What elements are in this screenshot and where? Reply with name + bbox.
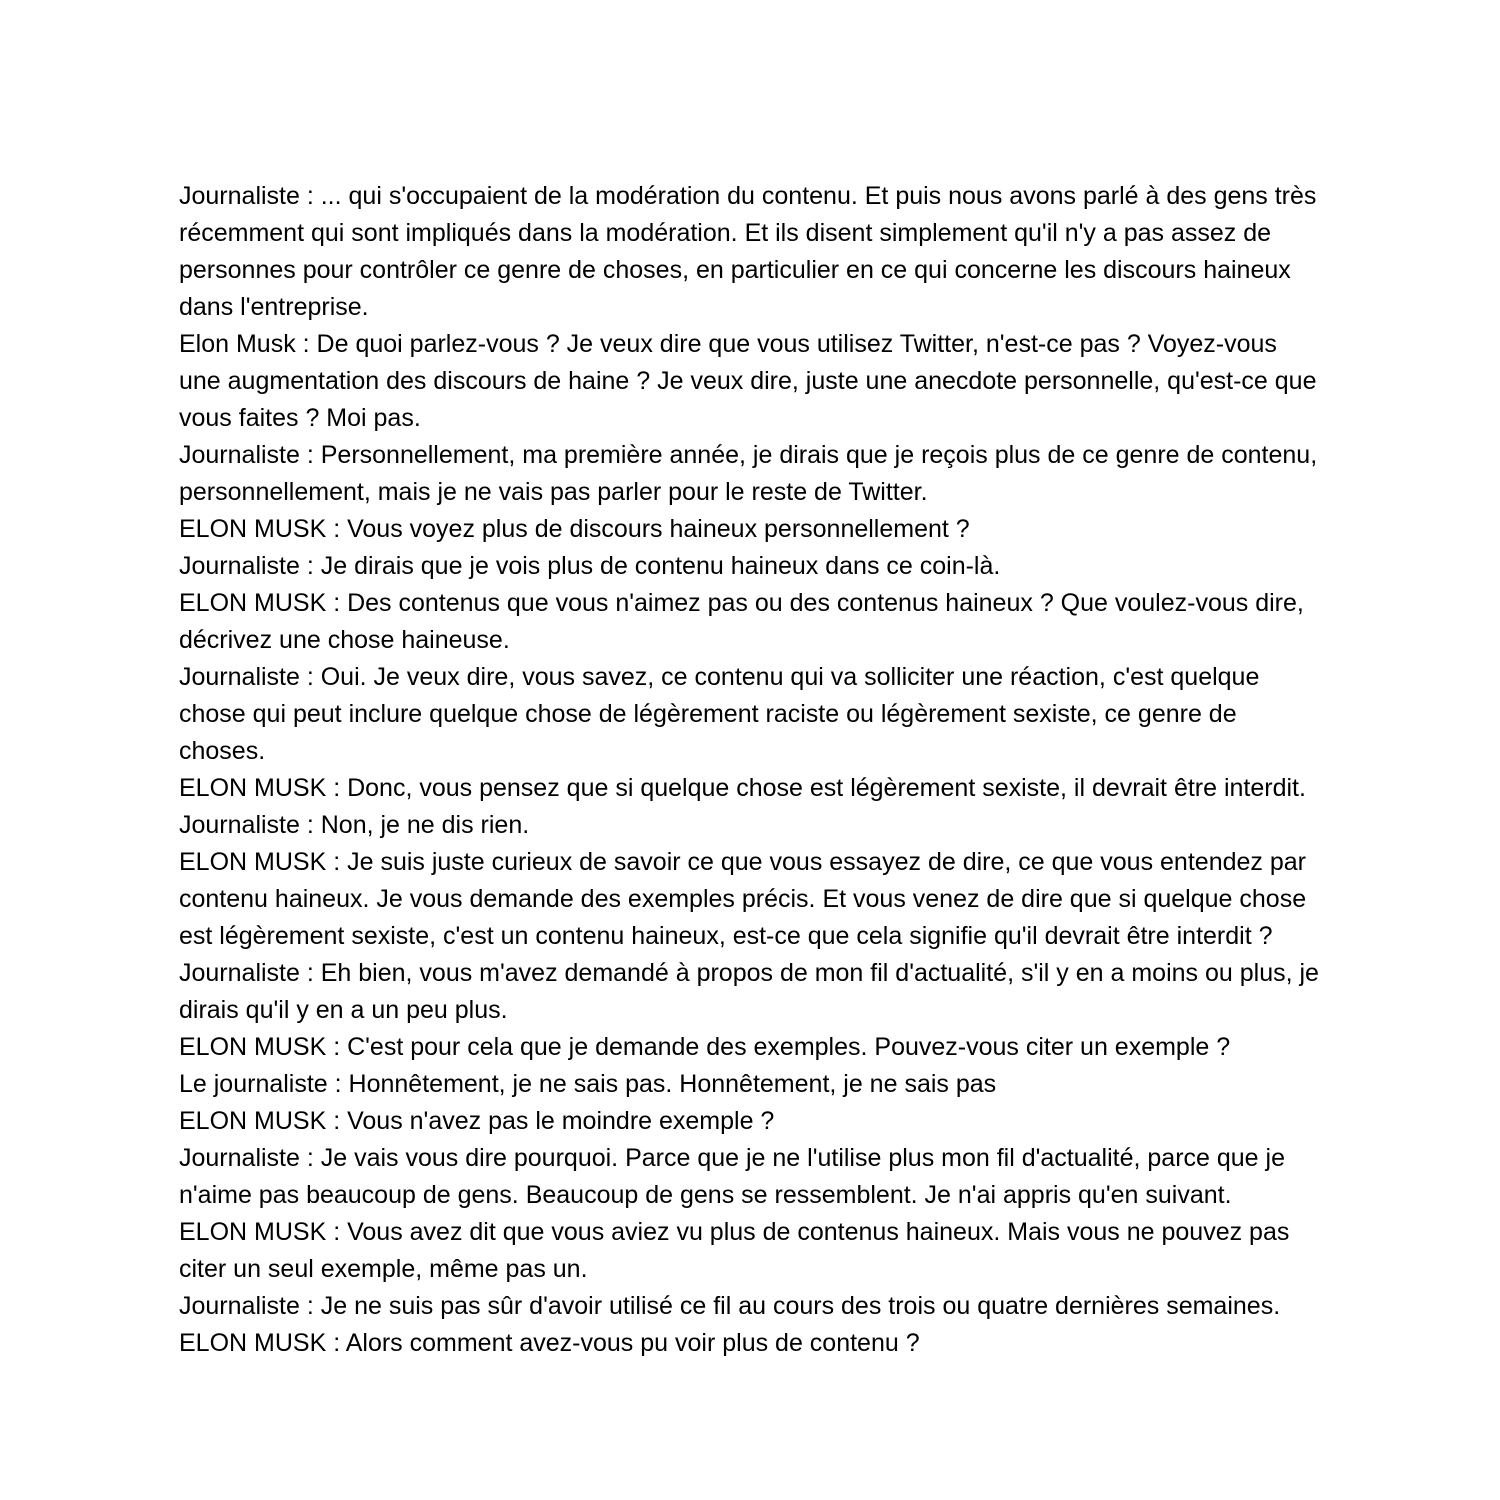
transcript-line: ELON MUSK : Des contenus que vous n'aimez pas ou des contenus haineux ? Que voulez-vous dire, décrivez une chose haineuse. <box>179 589 1304 654</box>
transcript-line: ELON MUSK : Vous voyez plus de discours haineux personnellement ? <box>179 515 970 543</box>
transcript-line: Journaliste : Non, je ne dis rien. <box>179 811 530 839</box>
transcript-line: Journaliste : Eh bien, vous m'avez demandé à propos de mon fil d'actualité, s'il y en a moins ou plus, je dirais qu'il y en a un peu plus. <box>179 959 1319 1024</box>
transcript-line: Elon Musk : De quoi parlez-vous ? Je veux dire que vous utilisez Twitter, n'est-ce pas ? Voyez-vous une augmentation des discours de haine ? Je veux dire, juste une anecdote personnelle, qu'est-ce que vous faites ? Moi pas. <box>179 330 1317 432</box>
transcript-line: Journaliste : ... qui s'occupaient de la modération du contenu. Et puis nous avons parlé à des gens très récemment qui sont impliqués dans la modération. Et ils disent simplement qu'il n'y a pas assez de personnes pour contrôler ce genre de choses, en particulier en ce qui concerne les discours haineux dans l'entreprise. <box>179 182 1317 321</box>
transcript-line: ELON MUSK : Je suis juste curieux de savoir ce que vous essayez de dire, ce que vous entendez par contenu haineux. Je vous demande des exemples précis. Et vous venez de dire que si quelque chose est légèrement sexiste, c'est un contenu haineux, est-ce que cela signifie qu'il devrait être interdit ? <box>179 848 1307 950</box>
transcript-line: Journaliste : Je dirais que je vois plus de contenu haineux dans ce coin-là. <box>179 552 1001 580</box>
transcript-line: ELON MUSK : Vous n'avez pas le moindre exemple ? <box>179 1107 775 1135</box>
transcript-line: Journaliste : Oui. Je veux dire, vous savez, ce contenu qui va solliciter une réaction, c'est quelque chose qui peut inclure quelque chose de légèrement raciste ou légèrement sexiste, ce genre de choses. <box>179 663 1260 765</box>
transcript-line: Le journaliste : Honnêtement, je ne sais pas. Honnêtement, je ne sais pas <box>179 1070 997 1098</box>
transcript-line: Journaliste : Personnellement, ma première année, je dirais que je reçois plus de ce genre de contenu, personnellement, mais je ne vais pas parler pour le reste de Twitter. <box>179 441 1318 506</box>
transcript-line: Journaliste : Je vais vous dire pourquoi. Parce que je ne l'utilise plus mon fil d'actualité, parce que je n'aime pas beaucoup de gens. Beaucoup de gens se ressemblent. Je n'ai appris qu'en suivant. <box>179 1144 1285 1209</box>
transcript-line: Journaliste : Je ne suis pas sûr d'avoir utilisé ce fil au cours des trois ou quatre dernières semaines. <box>179 1292 1281 1320</box>
transcript-line: ELON MUSK : Vous avez dit que vous aviez vu plus de contenus haineux. Mais vous ne pouvez pas citer un seul exemple, même pas un. <box>179 1218 1290 1283</box>
transcript-line: ELON MUSK : Alors comment avez-vous pu voir plus de contenu ? <box>179 1329 920 1357</box>
transcript-line: ELON MUSK : Donc, vous pensez que si quelque chose est légèrement sexiste, il devrait être interdit. <box>179 774 1306 802</box>
transcript-line: ELON MUSK : C'est pour cela que je demande des exemples. Pouvez-vous citer un exemple ? <box>179 1033 1231 1061</box>
document-page <box>179 178 1321 1362</box>
